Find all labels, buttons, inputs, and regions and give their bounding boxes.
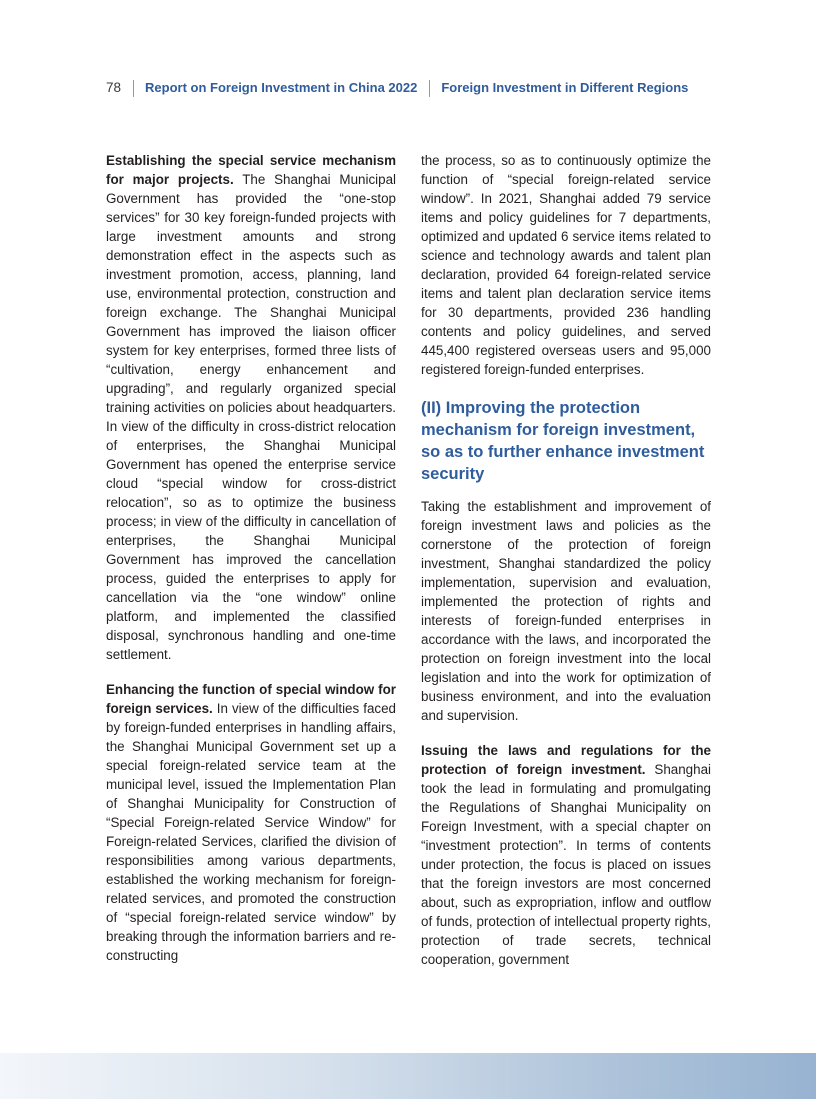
paragraph-body: Shanghai took the lead in formulating and promulgating the Regulations of Shanghai Municipality on Foreign Investment, with a special chapter on “investment protection”. In terms of contents under protection, the focus is placed on issues that the foreign investors are most concerned about, such as expropriation, inflow and outflow of funds, protection of intellectual property rights, protection of trade secrets, technical cooperation, government bbox=[421, 762, 711, 967]
section-heading: (II) Improving the protection mechanism for foreign investment, so as to further enhance investment security bbox=[421, 399, 705, 483]
page-number: 78 bbox=[106, 80, 122, 95]
paragraph bbox=[421, 741, 711, 969]
paragraph bbox=[421, 497, 711, 725]
paragraph-body: The Shanghai Municipal Government has provided the “one-stop services” for 30 key foreign-funded projects with large investment amounts and strong demonstration effect in the aspects such as investment promotion, access, planning, land use, environmental protection, construction and foreign exchange. The Shanghai Municipal Government has improved the liaison officer system for key enterprises, formed three lists of “cultivation, energy enhancement and upgrading”, and regularly organized special training activities on policies about headquarters. In view of the difficulty in cross-district relocation of enterprises, the Shanghai Municipal Government has opened the enterprise service cloud “special window for cross-district relocation”, so as to optimize the business process; in view of the difficulty in cancellation of enterprises, the Shanghai Municipal Government has improved the cancellation process, guided the enterprises to apply for cancellation via the “one window” online platform, and implemented the classified disposal, synchronous handling and one-time settlement. bbox=[106, 172, 396, 662]
left-column bbox=[106, 151, 396, 965]
chapter-title: Foreign Investment in Different Regions bbox=[441, 80, 689, 95]
paragraph-lead: Establishing the special service mechanism for major projects. bbox=[106, 153, 396, 187]
right-column bbox=[421, 151, 711, 969]
footer-gradient-band bbox=[0, 1053, 816, 1099]
book-title: Report on Foreign Investment in China 2022 bbox=[145, 80, 418, 95]
header-divider bbox=[133, 80, 134, 97]
running-header bbox=[106, 78, 776, 98]
paragraph bbox=[106, 680, 396, 965]
paragraph-body: the process, so as to continuously optimize the function of “special foreign-related service window”. In 2021, Shanghai added 79 service items and policy guidelines for 7 departments, optimized and updated 6 service items related to science and technology awards and talent plan declaration, provided 64 foreign-related service items and talent plan declaration service items for 30 departments, provided 236 handling contents and policy guidelines, and served 445,400 registered overseas users and 95,000 registered foreign-funded enterprises. bbox=[421, 153, 711, 377]
paragraph-lead: Issuing the laws and regulations for the protection of foreign investment. bbox=[421, 743, 711, 777]
paragraph-body: Taking the establishment and improvement of foreign investment laws and policies as the cornerstone of the protection of foreign investment, Shanghai standardized the policy implementation, supervision and evaluation, implemented the protection of rights and interests of foreign-funded enterprises in accordance with the laws, and incorporated the protection on foreign investment into the local legislation and into the work for optimization of business environment, and into the evaluation and supervision. bbox=[421, 499, 711, 723]
paragraph-lead: Enhancing the function of special window for foreign services. bbox=[106, 682, 396, 716]
paragraph bbox=[421, 151, 711, 379]
paragraph bbox=[106, 151, 396, 664]
paragraph-body: In view of the difficulties faced by foreign-funded enterprises in handling affairs, the Shanghai Municipal Government set up a special foreign-related service team at the municipal level, issued the Implementation Plan of Shanghai Municipality for Construction of “Special Foreign-related Service Window” for Foreign-related Services, clarified the division of responsibilities among various departments, established the working mechanism for foreign-related services, and promoted the construction of “special foreign-related service window” by breaking through the information barriers and re-constructing bbox=[106, 701, 396, 963]
header-divider bbox=[429, 80, 430, 97]
